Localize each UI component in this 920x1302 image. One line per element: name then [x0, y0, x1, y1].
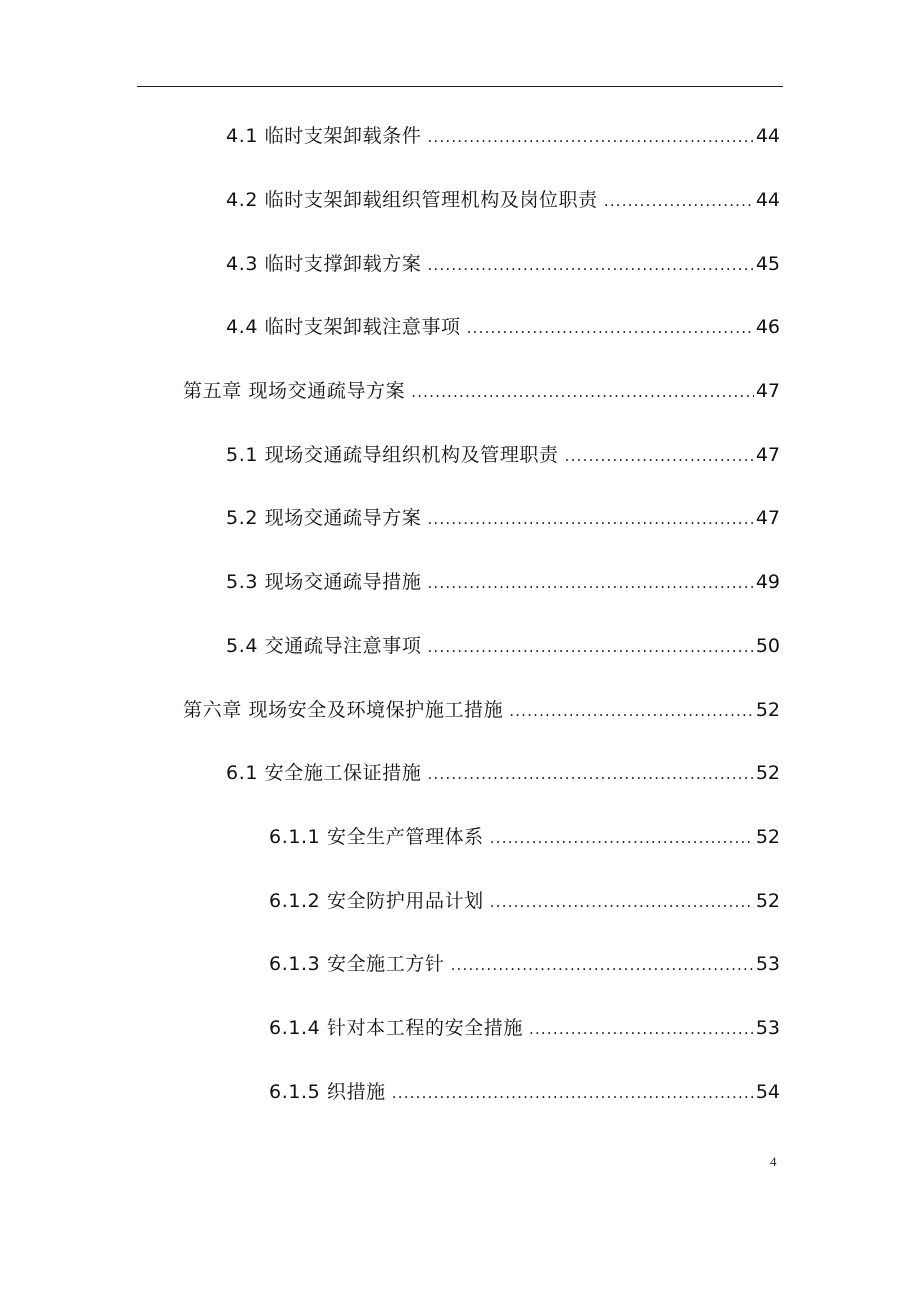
toc-entry-page: 47: [755, 507, 780, 529]
toc-dot-leader: [411, 377, 754, 407]
toc-entry-page: 44: [755, 125, 780, 147]
toc-entry-page: 53: [755, 953, 780, 975]
toc-entry[interactable]: [226, 758, 780, 788]
toc-entry-title: 4.4 临时支架卸载注意事项: [226, 316, 461, 338]
toc-entry-title: 6.1 安全施工保证措施: [226, 762, 422, 784]
toc-entry-page: 52: [755, 890, 780, 912]
toc-entry-page: 45: [755, 253, 780, 275]
toc-entry-page: 47: [755, 380, 780, 402]
toc-chapter-entry[interactable]: [183, 376, 780, 406]
toc-chapter-entry[interactable]: [183, 695, 780, 725]
toc-entry-title: 4.1 临时支架卸载条件: [226, 125, 422, 147]
toc-dot-leader: [427, 250, 753, 280]
toc-dot-leader: [529, 1014, 754, 1044]
toc-dot-leader: [490, 823, 754, 853]
toc-entry[interactable]: [226, 503, 780, 533]
toc-entry-page: 46: [755, 316, 780, 338]
toc-entry-title: 6.1.5 织措施: [269, 1081, 386, 1103]
toc-entry-title: 第五章 现场交通疏导方案: [183, 380, 406, 402]
toc-entry[interactable]: [226, 312, 780, 342]
toc-dot-leader: [565, 441, 754, 471]
toc-entry[interactable]: [226, 631, 780, 661]
toc-entry[interactable]: [226, 121, 780, 151]
toc-dot-leader: [490, 887, 754, 917]
toc-dot-leader: [427, 759, 753, 789]
toc-entry-page: 52: [755, 762, 780, 784]
toc-entry[interactable]: [226, 185, 780, 215]
toc-entry-page: 47: [755, 444, 780, 466]
toc-entry-page: 49: [755, 571, 780, 593]
toc-subentry[interactable]: [269, 886, 780, 916]
toc-dot-leader: [427, 122, 753, 152]
toc-dot-leader: [427, 568, 753, 598]
toc-entry-page: 50: [755, 635, 780, 657]
toc-dot-leader: [467, 313, 754, 343]
toc-entry-page: 52: [755, 826, 780, 848]
toc-subentry[interactable]: [269, 1013, 780, 1043]
toc-dot-leader: [509, 696, 754, 726]
toc-entry-title: 6.1.2 安全防护用品计划: [269, 890, 484, 912]
toc-dot-leader: [392, 1078, 754, 1108]
toc-subentry[interactable]: [269, 949, 780, 979]
toc-entry-title: 6.1.3 安全施工方针: [269, 953, 445, 975]
toc-dot-leader: [427, 504, 753, 534]
toc-entry-title: 4.3 临时支撑卸载方案: [226, 253, 422, 275]
toc-subentry[interactable]: [269, 1077, 780, 1107]
toc-subentry[interactable]: [269, 822, 780, 852]
toc-entry-page: 52: [755, 699, 780, 721]
toc-entry-title: 第六章 现场安全及环境保护施工措施: [183, 699, 504, 721]
toc-entry-title: 6.1.1 安全生产管理体系: [269, 826, 484, 848]
toc-dot-leader: [604, 186, 754, 216]
toc-entry[interactable]: [226, 440, 780, 470]
toc-entry-title: 5.3 现场交通疏导措施: [226, 571, 422, 593]
toc-entry-title: 5.2 现场交通疏导方案: [226, 507, 422, 529]
toc-entry-title: 4.2 临时支架卸载组织管理机构及岗位职责: [226, 189, 598, 211]
toc-entry-title: 5.1 现场交通疏导组织机构及管理职责: [226, 444, 559, 466]
toc-dot-leader: [451, 950, 754, 980]
toc-entry-page: 44: [755, 189, 780, 211]
toc-entry-page: 53: [755, 1017, 780, 1039]
toc-entry-title: 5.4 交通疏导注意事项: [226, 635, 422, 657]
header-rule: [137, 86, 783, 87]
toc-entry[interactable]: [226, 567, 780, 597]
page-number: 4: [770, 1154, 777, 1169]
toc-entry-page: 54: [755, 1081, 780, 1103]
toc-dot-leader: [427, 632, 753, 662]
toc-entry[interactable]: [226, 249, 780, 279]
toc-entry-title: 6.1.4 针对本工程的安全措施: [269, 1017, 523, 1039]
